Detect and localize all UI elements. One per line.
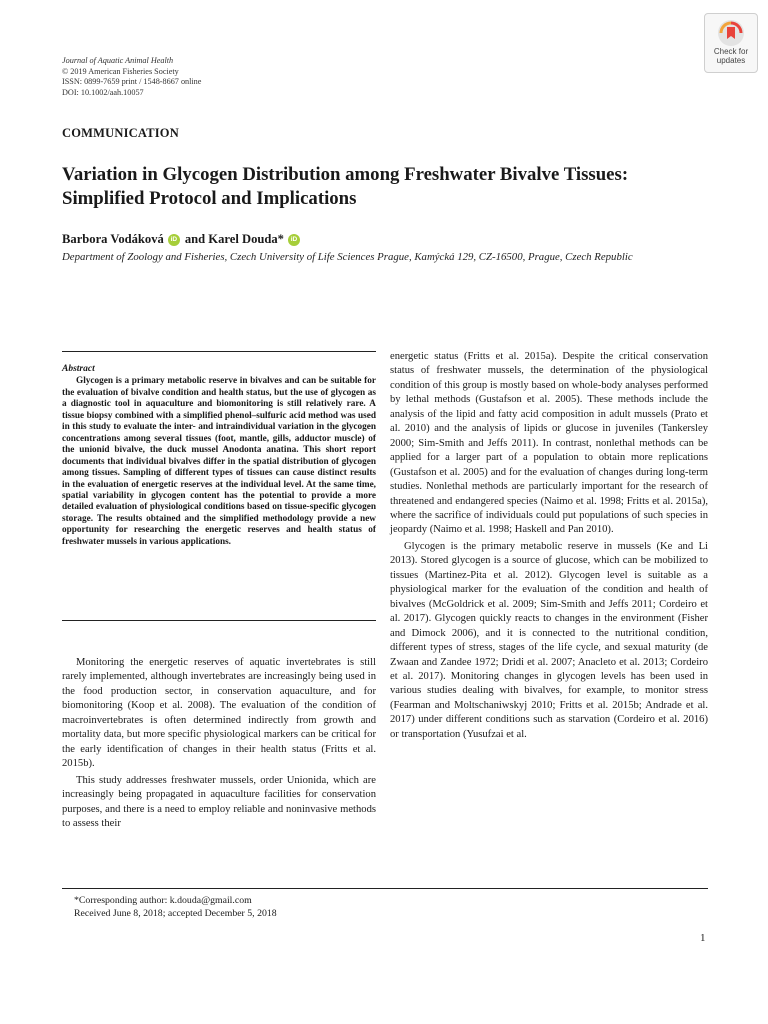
badge-label-line1: Check for <box>713 47 749 56</box>
copyright-line: © 2019 American Fisheries Society <box>62 66 179 76</box>
abstract-divider-top <box>62 351 376 352</box>
orcid-icon[interactable]: iD <box>168 234 180 246</box>
badge-label-line2: updates <box>716 55 746 65</box>
body-paragraph: This study addresses freshwater mussels, order Unionida, which are increasingly being propagated in aquaculture facilities for conservation purposes, and there is a need to employ reliable and noninvasive methods to assess their <box>62 774 376 829</box>
affiliation: Department of Zoology and Fisheries, Czech University of Life Sciences Prague, Kamýcká 129, CZ-16500, Prague, Czech Republic <box>62 251 633 263</box>
check-for-updates-badge[interactable] <box>704 13 758 73</box>
abstract-heading: Abstract <box>62 364 95 374</box>
article-title: Variation in Glycogen Distribution among Freshwater Bivalve Tissues: Simplified Protocol and Implications <box>62 164 629 209</box>
body-column-right <box>390 350 708 742</box>
author-name-2: and Karel Douda* <box>184 232 284 246</box>
body-paragraph: energetic status (Fritts et al. 2015a). Despite the critical conservation status of freshwater mussels, the determination of the physiological condition of this group is mostly based on whole-body analyses performed by lethal methods (Gustafson et al. 2005). These methods include the analysis of the lipid and fatty acid composition in adult mussels (Prato et al. 2010) and the analysis of lipids or glucose in juveniles (Tankersley 2000; Sim-Smith and Jeffs 2011). In contrast, nonlethal methods can be applied for a larger part of a population to obtain more replications (Gustafson et al. 2005) and for the evaluation of changes during long-term studies. Nonlethal methods are particularly important for the research of threatened and endangered species (Naimo et al. 1998; Fritts et al. 2015a), where the sacrifice of individuals could put populations of such species in jeopardy (Naimo et al. 1998; Haskell and Pan 2010). <box>390 351 708 536</box>
footnotes <box>74 894 277 920</box>
body-column-left <box>62 656 376 831</box>
abstract-divider-bottom <box>62 620 376 621</box>
section-label: COMMUNICATION <box>62 126 179 140</box>
abstract-text: Glycogen is a primary metabolic reserve in bivalves and can be suitable for the evaluation of bivalve condition and health status, but the use of glycogen as a diagnostic tool in aquaculture and biomonitoring is still relatively rare. A tissue biopsy combined with a simplified phenol–sulfuric acid method was used in this study to evaluate the inter- and intraindividual variation in the glycogen concentrations among several tissues (foot, mantle, gills, adductor muscle) of the unionid bivalve, the duck mussel Anodonta anatina. This short report documents that individual bivalves differ in the spatial distribution of glycogen among tissues. Sampling of different types of tissues can cause distinct results in the evaluation of energetic reserves at the individual level. At the same time, spatial variability in glycogen content has the potential to provide a more detailed evaluation of physiological conditions based on tissue-specific glycogen storage. The results obtained and the simplified methodology provide a new opportunity for researching the energetic reserves and health status of freshwater mussels in various applications. <box>62 376 376 547</box>
body-paragraph: Glycogen is the primary metabolic reserve in mussels (Ke and Li 2013). Stored glycogen is a source of glucose, which can be mobilized to tissues (Martinez-Pita et al. 2012). Glycogen level is suitable as a physiological marker for the evaluation of the condition and health of bivalves (McGoldrick et al. 2009; Sim-Smith and Jeffs 2011; Cordeiro et al. 2017). Glycogen quickly reacts to changes in the environment (Fisher and Dimock 2006), and it is connected to the nutritional condition, different types of stress, stages of the life cycle, and sexual maturity (de Zwaan and Zandee 1972; Dridi et al. 2007; Anacleto et al. 2013; Cordeiro et al. 2017). Monitoring changes in glycogen levels has been used in various studies dealing with bivalves, for example, to monitor stress (Fearman and Moltschaniwskyj 2010; Fritts et al. 2015b; Andrade et al. 2017) under different conditions such as starvation (Cordeiro et al. 2016) or transportation (Yusufzai et al. <box>390 540 708 740</box>
doi-line: DOI: 10.1002/aah.10057 <box>62 87 144 97</box>
abstract <box>62 364 376 548</box>
body-paragraph: Monitoring the energetic reserves of aquatic invertebrates is still rarely implemented, although invertebrates are increasingly being used in the food production sector, in conservation aquaculture, and for biomonitoring (Koop et al. 2008). The evaluation of the condition of macroinvertebrates is often determined indirectly from growth and mortality data, but more specific physiological markers can be critical for the early identification of changes in their health status (Fritts et al. 2015b). <box>62 657 376 770</box>
corresponding-author-note: *Corresponding author: k.douda@gmail.com <box>74 895 252 906</box>
orcid-icon[interactable]: iD <box>288 234 300 246</box>
author-name-1: Barbora Vodáková <box>62 232 164 246</box>
author-line <box>62 232 305 247</box>
journal-meta <box>62 56 201 98</box>
received-date-note: Received June 8, 2018; accepted December 5, 2018 <box>74 908 277 919</box>
page-number: 1 <box>700 932 706 944</box>
bookmark-ribbon-icon <box>717 19 745 47</box>
journal-name: Journal of Aquatic Animal Health <box>62 56 174 65</box>
issn-line: ISSN: 0899-7659 print / 1548-8667 online <box>62 77 202 87</box>
footnote-divider <box>62 888 708 889</box>
